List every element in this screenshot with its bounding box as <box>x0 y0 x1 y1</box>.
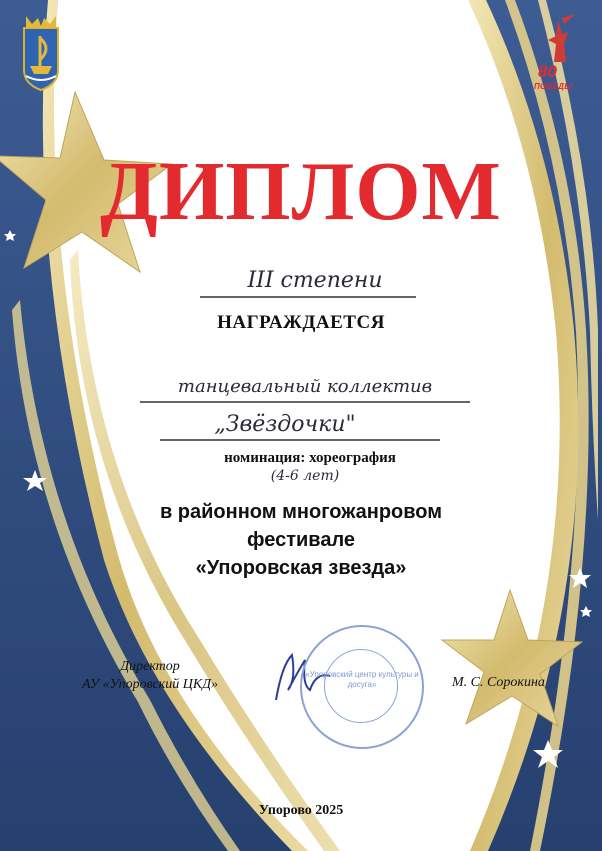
nomination-text: номинация: хореография <box>224 450 396 466</box>
director-title: Директор <box>120 659 180 674</box>
director-position <box>70 658 230 694</box>
recipient-line-1: танцевальный коллектив <box>177 376 433 397</box>
stamp-center-text: «Упоровский центр культуры и досуга» <box>305 670 419 689</box>
recipient-line-2: „Звёздочки" <box>214 412 356 437</box>
diploma-title: ДИПЛОМ <box>100 145 502 238</box>
city-emblem-icon <box>18 14 64 92</box>
organization-stamp <box>300 625 424 749</box>
event-description <box>0 498 602 582</box>
event-line-3: «Упоровская звезда» <box>195 557 407 579</box>
victory-number: 80 <box>538 62 557 81</box>
signer-name: М. С. Сорокина <box>452 675 545 690</box>
event-line-1: в районном многожанровом <box>159 501 443 523</box>
event-line-2: фестивале <box>246 529 356 551</box>
age-group-text: (4-6 лет) <box>270 468 340 484</box>
degree-text: III степени <box>247 268 383 293</box>
director-organization: АУ «Упоровский ЦКД» <box>81 677 219 692</box>
victory-word: ПОБЕДЫ <box>534 82 573 91</box>
city-year: Упорово 2025 <box>258 803 344 818</box>
awarded-label: НАГРАЖДАЕТСЯ <box>217 312 385 333</box>
